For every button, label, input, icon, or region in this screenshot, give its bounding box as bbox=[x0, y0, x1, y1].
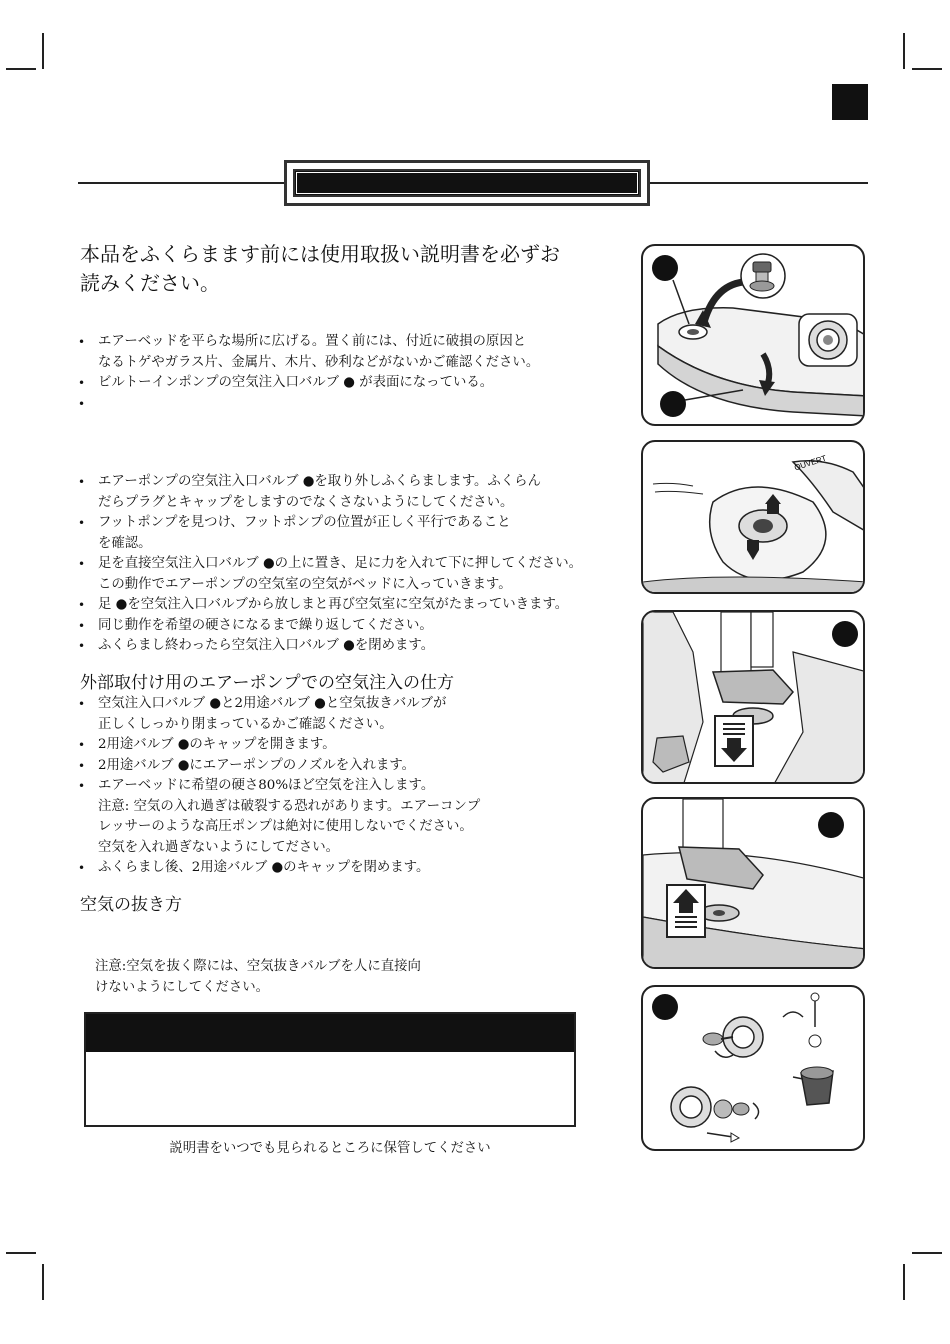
step-number-dot bbox=[832, 621, 858, 647]
list-item-continuation: なるトゲやガラス片、金属片、木片、砂利などがないかご確認ください。 bbox=[98, 354, 540, 370]
list-item: • 足を直接空気注入口バルブ ●の上に置き、足に力を入れて下に押してください。 bbox=[78, 554, 582, 575]
valve-pump-illustration bbox=[643, 987, 865, 1151]
list-item: • 同じ動作を希望の硬さになるまで繰り返してください。 bbox=[78, 616, 582, 637]
deflate-note-line-1: 注意:空気を抜く際には、空気抜きバルブを人に直接向 bbox=[95, 959, 421, 974]
list-item-continuation: 空気を入れ過ぎないようにしてださい。 bbox=[98, 839, 340, 855]
list-item: • ふくらまし終わったら空気注入口バルブ ●を閉めます。 bbox=[78, 636, 582, 657]
foot-lift-up-illustration bbox=[643, 799, 865, 969]
warning-box-header bbox=[86, 1014, 574, 1052]
crop-mark-top-left-v bbox=[42, 33, 44, 69]
intro-text bbox=[80, 240, 600, 298]
external-pump-list bbox=[78, 694, 480, 879]
list-item-continuation: を確認。 bbox=[98, 535, 152, 551]
figure-panel-2 bbox=[641, 440, 865, 594]
figure-panel-4 bbox=[641, 797, 865, 969]
list-item-continuation: 正しくしっかり閉まっているかご確認ください。 bbox=[98, 716, 393, 732]
intro-line-1: 本品をふくらまます前には使用取扱い説明書を必ずお bbox=[80, 242, 560, 266]
foot-press-down-illustration bbox=[643, 612, 865, 784]
crop-mark-top-right-h bbox=[912, 68, 942, 70]
external-pump-heading: 外部取付け用のエアーポンプでの空気注入の仕方 bbox=[80, 673, 454, 693]
crop-mark-bottom-right-h bbox=[912, 1252, 942, 1254]
list-item-continuation: この動作でエアーポンプの空気室の空気がベッドに入っていきます。 bbox=[98, 576, 512, 592]
step-number-dot bbox=[818, 812, 844, 838]
list-item: • ふくらまし後、2用途バルブ ●のキャップを閉めます。 bbox=[78, 858, 480, 879]
deflate-note-line-2: けないようにしてください。 bbox=[95, 979, 270, 995]
list-item: • 2用途バルブ ●にエアーポンプのノズルを入れます。 bbox=[78, 756, 480, 777]
intro-line-2: 読みください。 bbox=[80, 271, 220, 295]
step-number-dot bbox=[660, 391, 686, 417]
figure-panel-3 bbox=[641, 610, 865, 784]
mattress-valves-illustration bbox=[643, 246, 865, 426]
language-tab bbox=[832, 84, 868, 120]
title-rule-right bbox=[650, 182, 868, 184]
list-item: • 空気注入口バルブ ●と2用途バルブ ●と空気抜きバルブが bbox=[78, 694, 480, 715]
list-item-continuation: 注意: 空気の入れ過ぎは破裂する恐れがあります。エアーコンプ bbox=[98, 798, 481, 814]
list-item: • エアーベッドを平らな場所に広げる。置く前には、付近に破損の原因と bbox=[78, 332, 539, 353]
foot-pump-list bbox=[78, 472, 582, 657]
valve-label: OUVERT bbox=[793, 453, 828, 473]
section-title-bar bbox=[293, 169, 641, 197]
deflate-heading: 空気の抜き方 bbox=[80, 895, 182, 915]
title-rule-left bbox=[78, 182, 284, 184]
crop-mark-top-right-v bbox=[903, 33, 905, 69]
crop-mark-bottom-left-h bbox=[6, 1252, 36, 1254]
setup-list bbox=[78, 332, 539, 394]
crop-mark-top-left-h bbox=[6, 68, 36, 70]
deflate-note bbox=[95, 957, 421, 998]
foot-pump-illustration bbox=[643, 442, 865, 594]
step-number-dot bbox=[652, 255, 678, 281]
list-item: • ビルトーインポンプの空気注入口バルブ ● が表面になっている。 bbox=[78, 373, 539, 394]
warning-box bbox=[84, 1012, 576, 1127]
list-item: • 足 ●を空気注入口バルブから放しまと再び空気室に空気がたまっていきます。 bbox=[78, 595, 582, 616]
figure-panel-5 bbox=[641, 985, 865, 1151]
list-item: • 2用途バルブ ●のキャップを開きます。 bbox=[78, 735, 480, 756]
section-title-frame bbox=[284, 160, 650, 206]
list-item-continuation: だらプラグとキャップをしますのでなくさないようにしてください。 bbox=[98, 494, 514, 510]
list-item: • フットポンプを見つけ、フットポンプの位置が正しく平行であること bbox=[78, 513, 582, 534]
step-number-dot bbox=[652, 994, 678, 1020]
crop-mark-bottom-left-v bbox=[42, 1264, 44, 1300]
list-item-continuation: レッサーのような高圧ポンプは絶対に使用しないでください。 bbox=[98, 819, 473, 834]
list-item: • エアーポンプの空気注入口バルブ ●を取り外しふくらまします。ふくらん bbox=[78, 472, 582, 493]
footer-text: 説明書をいつでも見られるところに保管してください bbox=[169, 1141, 491, 1156]
figure-panel-1 bbox=[641, 244, 865, 426]
crop-mark-bottom-right-v bbox=[903, 1264, 905, 1300]
list-item: • エアーベッドに希望の硬さ80%ほど空気を注入します。 bbox=[78, 776, 480, 797]
